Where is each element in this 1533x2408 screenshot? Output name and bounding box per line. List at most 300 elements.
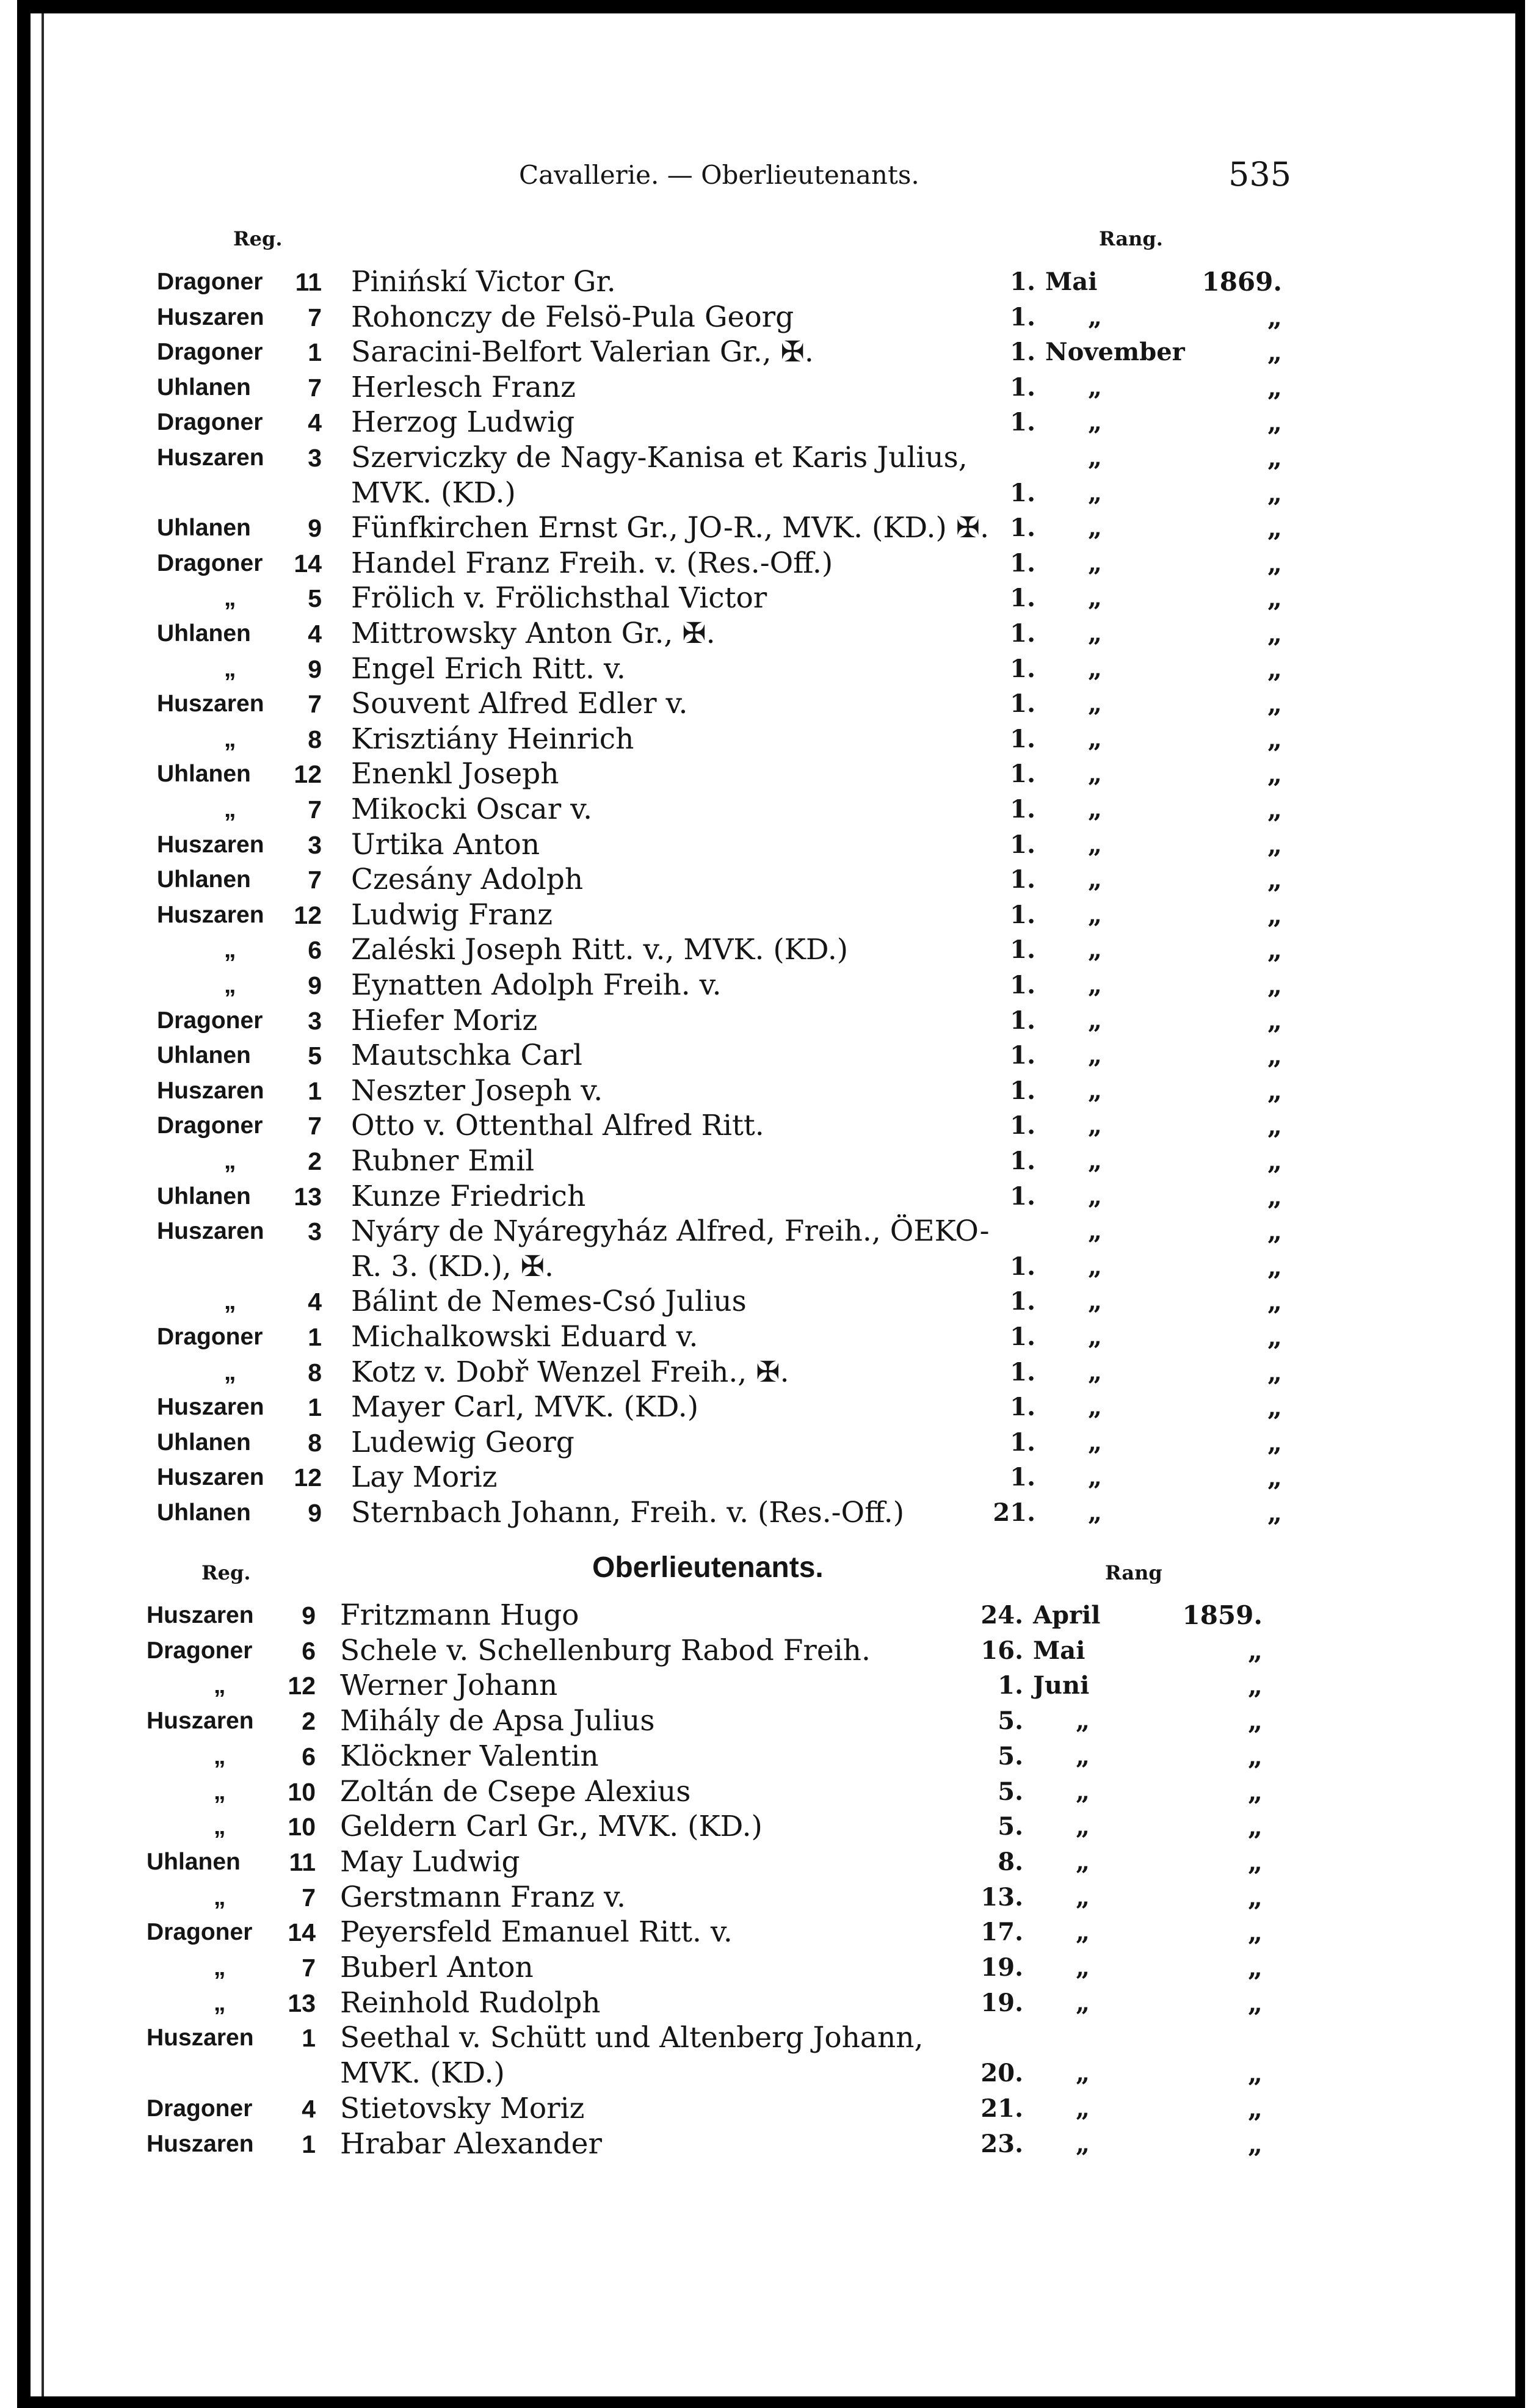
cell-name: Kotz v. Dobř Wenzel Freih., ✠. xyxy=(351,1355,789,1389)
cell-name: Pinińskí Victor Gr. xyxy=(351,265,616,299)
cell-num: 3 xyxy=(308,444,322,472)
cell-day: 1. xyxy=(1010,548,1035,578)
cell-year: „ xyxy=(1267,970,1282,1000)
table-row xyxy=(0,1634,1514,1668)
page-number: 535 xyxy=(1228,155,1292,194)
cell-reg: „ xyxy=(214,1672,226,1699)
cell-num: 1 xyxy=(308,1323,322,1351)
cell-reg: Dragoner xyxy=(157,269,263,295)
cell-year: 1859. xyxy=(1182,1600,1263,1630)
cell-day: 5. xyxy=(998,1741,1023,1771)
cell-year: „ xyxy=(1247,2128,1263,2159)
cell-year: „ xyxy=(1267,759,1282,789)
cell-num: 6 xyxy=(302,1636,316,1665)
table-row xyxy=(0,1810,1514,1844)
cell-reg: Dragoner xyxy=(157,549,263,576)
cell-name: Lay Moriz xyxy=(351,1460,498,1495)
cell-day: 8. xyxy=(998,1847,1023,1876)
cell-year: „ xyxy=(1267,1286,1282,1317)
cell-year: „ xyxy=(1267,1462,1282,1493)
cell-day: 1. xyxy=(1010,267,1035,296)
cell-month: „ xyxy=(1088,1287,1103,1316)
cell-name: Otto v. Ottenthal Alfred Ritt. xyxy=(351,1109,764,1143)
cell-month: „ xyxy=(1076,1953,1090,1982)
cell-month: Mai xyxy=(1045,267,1098,296)
cell-name: Herzog Ludwig xyxy=(351,405,575,440)
cell-num: 7 xyxy=(308,303,322,332)
cell-day: 20. xyxy=(980,2059,1023,2088)
cell-month: „ xyxy=(1076,1777,1090,1806)
cell-name: Stietovsky Moriz xyxy=(340,2091,585,2125)
cell-year: „ xyxy=(1267,407,1282,438)
cell-month: „ xyxy=(1076,1882,1090,1912)
cell-name: Gerstmann Franz v. xyxy=(340,1880,626,1914)
cell-day: 5. xyxy=(998,1812,1023,1841)
cell-month: „ xyxy=(1088,1252,1103,1281)
cell-reg: Uhlanen xyxy=(157,866,251,893)
cell-day: 1. xyxy=(1010,584,1035,613)
cell-day: 1. xyxy=(1010,372,1035,402)
table-row xyxy=(0,581,1514,615)
cell-reg: Uhlanen xyxy=(147,1848,241,1875)
cell-month: „ xyxy=(1088,1041,1103,1070)
cell-year: „ xyxy=(1247,1741,1263,1771)
cell-year: „ xyxy=(1247,1670,1263,1701)
cell-day: 5. xyxy=(998,1706,1023,1736)
table-row xyxy=(0,757,1514,791)
cell-reg: Dragoner xyxy=(157,1324,263,1350)
cell-reg: Huszaren xyxy=(157,691,264,717)
cell-month: „ xyxy=(1088,1181,1103,1211)
cell-day: 24. xyxy=(980,1601,1023,1630)
cell-year: „ xyxy=(1267,653,1282,684)
cell-month: „ xyxy=(1088,689,1103,719)
cell-year: „ xyxy=(1267,1005,1282,1035)
cell-month: „ xyxy=(1088,584,1103,613)
cell-num: 14 xyxy=(294,549,322,578)
cell-day: 16. xyxy=(980,1636,1023,1665)
cell-num: 4 xyxy=(308,620,322,648)
cell-reg: „ xyxy=(224,1148,236,1174)
column-label-reg: Reg. xyxy=(233,227,283,250)
table-row xyxy=(0,828,1514,862)
table-row xyxy=(0,1109,1514,1143)
cell-reg: „ xyxy=(214,1989,226,2016)
cell-name: May Ludwig xyxy=(340,1844,520,1879)
cell-month: Juni xyxy=(1033,1671,1090,1700)
cell-num: 11 xyxy=(289,1848,316,1876)
table-row xyxy=(0,2092,1514,2126)
cell-month: „ xyxy=(1076,1741,1090,1771)
cell-day: 1. xyxy=(1010,1147,1035,1175)
table-row xyxy=(0,1250,1514,1284)
cell-month: „ xyxy=(1088,865,1103,894)
cell-reg: „ xyxy=(224,796,236,822)
table-row xyxy=(0,1004,1514,1038)
cell-day: 1. xyxy=(1010,1463,1035,1492)
table-row xyxy=(0,722,1514,756)
cell-month: „ xyxy=(1088,302,1103,332)
table-row xyxy=(0,617,1514,651)
cell-num: 3 xyxy=(308,830,322,859)
cell-name: Rohonczy de Felsö-Pula Georg xyxy=(351,300,794,334)
cell-num: 7 xyxy=(308,796,322,824)
table-row xyxy=(0,371,1514,405)
column-label-reg-2: Reg. xyxy=(201,1561,251,1584)
cell-num: 3 xyxy=(308,1006,322,1035)
cell-name: Rubner Emil xyxy=(351,1144,535,1178)
table-row xyxy=(0,1180,1514,1214)
table-row xyxy=(0,1355,1514,1390)
cell-name: Nyáry de Nyáregyház Alfred, Freih., ÖEKO- xyxy=(351,1214,990,1249)
cell-month: „ xyxy=(1088,971,1103,999)
cell-year: „ xyxy=(1267,935,1282,965)
cell-year: „ xyxy=(1267,794,1282,824)
cell-day: 1. xyxy=(1010,1357,1035,1387)
cell-year: „ xyxy=(1247,1882,1263,1912)
table-row xyxy=(0,335,1514,369)
cell-month: „ xyxy=(1088,1393,1103,1422)
cell-name: Saracini-Belfort Valerian Gr., ✠. xyxy=(351,335,814,369)
cell-name: Seethal v. Schütt und Altenberg Johann, xyxy=(340,2021,924,2055)
cell-num: 9 xyxy=(308,1499,322,1527)
cell-month: „ xyxy=(1076,1988,1090,2017)
cell-year: „ xyxy=(1267,548,1282,578)
cell-day: 13. xyxy=(980,1882,1023,1912)
cell-day: 1. xyxy=(1010,830,1035,859)
cell-reg: Uhlanen xyxy=(157,1042,251,1069)
cell-month: „ xyxy=(1088,1427,1103,1457)
scan-border-right xyxy=(1515,0,1525,2408)
cell-year: „ xyxy=(1247,1635,1263,1666)
cell-reg: „ xyxy=(214,1884,226,1910)
cell-year: „ xyxy=(1267,1040,1282,1071)
cell-name: Reinhold Rudolph xyxy=(340,1986,601,2020)
cell-day: 1. xyxy=(1010,1041,1035,1070)
table-row xyxy=(0,1704,1514,1738)
table-row xyxy=(0,441,1514,475)
cell-name: Mautschka Carl xyxy=(351,1039,582,1073)
cell-month: „ xyxy=(1088,478,1103,507)
cell-day: 17. xyxy=(980,1918,1023,1947)
cell-day: 21. xyxy=(993,1498,1035,1527)
cell-reg: Huszaren xyxy=(157,831,264,858)
table-row xyxy=(0,792,1514,827)
cell-year: „ xyxy=(1267,1216,1282,1247)
cell-num: 2 xyxy=(308,1147,322,1175)
cell-num: 10 xyxy=(288,1777,316,1806)
cell-day: 23. xyxy=(980,2129,1023,2158)
table-row xyxy=(0,1951,1514,1985)
cell-num: 5 xyxy=(308,584,322,613)
cell-name: Klöckner Valentin xyxy=(340,1739,599,1773)
cell-reg: Uhlanen xyxy=(157,1500,251,1526)
cell-name: R. 3. (KD.), ✠. xyxy=(351,1249,554,1283)
cell-reg: „ xyxy=(214,1813,226,1840)
cell-reg: Huszaren xyxy=(157,1218,264,1245)
table-row xyxy=(0,933,1514,967)
cell-num: 8 xyxy=(308,725,322,753)
cell-name: MVK. (KD.) xyxy=(340,2056,505,2091)
cell-reg: „ xyxy=(214,1954,226,1981)
cell-num: 4 xyxy=(308,408,322,437)
cell-year: „ xyxy=(1247,1987,1263,2018)
cell-day: 19. xyxy=(980,1988,1023,2017)
cell-reg: Huszaren xyxy=(147,1708,254,1735)
cell-month: „ xyxy=(1076,1812,1090,1841)
cell-day: 1. xyxy=(1010,619,1035,648)
cell-day: 1. xyxy=(1010,1427,1035,1457)
cell-day: 1. xyxy=(1010,760,1035,789)
cell-year: „ xyxy=(1267,513,1282,543)
cell-year: „ xyxy=(1267,1075,1282,1106)
cell-name: Ludwig Franz xyxy=(351,898,553,932)
cell-reg: Dragoner xyxy=(157,1007,263,1034)
cell-day: 1. xyxy=(1010,478,1035,507)
cell-month: „ xyxy=(1088,900,1103,929)
cell-month: „ xyxy=(1088,1498,1103,1527)
cell-name: Geldern Carl Gr., MVK. (KD.) xyxy=(340,1810,763,1844)
cell-name: Sternbach Johann, Freih. v. (Res.-Off.) xyxy=(351,1496,905,1529)
cell-name: Ludewig Georg xyxy=(351,1425,574,1459)
table-row xyxy=(0,2021,1514,2055)
cell-reg: Huszaren xyxy=(157,1464,264,1491)
cell-month: „ xyxy=(1088,1006,1103,1035)
cell-year: „ xyxy=(1267,1392,1282,1423)
table-row xyxy=(0,1426,1514,1460)
cell-year: „ xyxy=(1247,1846,1263,1877)
cell-day: 1. xyxy=(1010,1181,1035,1211)
cell-year: „ xyxy=(1267,1322,1282,1352)
section-title: Oberlieutenants. xyxy=(592,1551,824,1584)
cell-month: „ xyxy=(1088,1147,1103,1175)
cell-day: 1. xyxy=(1010,1076,1035,1105)
cell-name: Szerviczky de Nagy-Kanisa et Karis Julius, xyxy=(351,441,968,474)
cell-reg: Dragoner xyxy=(157,409,263,436)
cell-month: „ xyxy=(1088,619,1103,648)
cell-day: 1. xyxy=(1010,654,1035,683)
cell-num: 12 xyxy=(294,901,322,929)
cell-name: Zoltán de Csepe Alexius xyxy=(340,1774,691,1808)
cell-reg: Huszaren xyxy=(147,2130,254,2157)
table-row xyxy=(0,863,1514,897)
cell-num: 13 xyxy=(294,1182,322,1211)
cell-name: Souvent Alfred Edler v. xyxy=(351,687,688,721)
table-row xyxy=(0,652,1514,686)
cell-month: „ xyxy=(1088,724,1103,753)
table-row xyxy=(0,1986,1514,2020)
cell-num: 12 xyxy=(294,760,322,789)
cell-reg: Huszaren xyxy=(147,2025,254,2051)
running-head: Cavallerie. — Oberlieutenants. xyxy=(519,160,919,190)
cell-year: „ xyxy=(1267,1357,1282,1387)
cell-month: „ xyxy=(1088,1217,1103,1246)
cell-reg: Uhlanen xyxy=(157,1183,251,1209)
cell-num: 9 xyxy=(308,655,322,683)
cell-name: Buberl Anton xyxy=(340,1951,534,1984)
cell-year: „ xyxy=(1267,829,1282,860)
scan-border-top xyxy=(17,0,1525,13)
cell-month: „ xyxy=(1088,513,1103,543)
cell-num: 7 xyxy=(308,1112,322,1141)
cell-year: „ xyxy=(1267,443,1282,473)
cell-name: Fünfkirchen Ernst Gr., JO-R., MVK. (KD.) ✠. xyxy=(351,511,990,545)
cell-reg: Huszaren xyxy=(157,444,264,471)
cell-day: 1. xyxy=(1010,1006,1035,1035)
cell-day: 1. xyxy=(1010,795,1035,824)
cell-reg: Uhlanen xyxy=(157,374,251,401)
cell-num: 7 xyxy=(308,373,322,402)
cell-day: 1. xyxy=(1010,1287,1035,1316)
cell-year: „ xyxy=(1267,1498,1282,1528)
cell-day: 1. xyxy=(1010,865,1035,894)
cell-num: 7 xyxy=(308,690,322,719)
cell-day: 1. xyxy=(1010,900,1035,929)
cell-month: „ xyxy=(1076,2094,1090,2123)
cell-month: „ xyxy=(1076,2059,1090,2088)
cell-num: 11 xyxy=(295,268,322,296)
cell-day: 1. xyxy=(1010,338,1035,367)
cell-num: 1 xyxy=(302,2130,316,2158)
cell-day: 1. xyxy=(1010,935,1035,965)
table-row xyxy=(0,898,1514,932)
cell-name: Michalkowski Eduard v. xyxy=(351,1320,698,1354)
cell-num: 9 xyxy=(308,971,322,999)
cell-day: 1. xyxy=(1010,302,1035,332)
table-row xyxy=(0,1496,1514,1530)
cell-name: Mihály de Apsa Julius xyxy=(340,1704,655,1738)
cell-name: Urtika Anton xyxy=(351,827,540,861)
table-row xyxy=(0,1460,1514,1495)
cell-reg: „ xyxy=(224,972,236,998)
cell-month: „ xyxy=(1088,1111,1103,1141)
cell-month: „ xyxy=(1076,2129,1090,2158)
cell-month: „ xyxy=(1088,795,1103,824)
cell-num: 8 xyxy=(308,1428,322,1457)
cell-day: 1. xyxy=(1010,724,1035,753)
cell-year: „ xyxy=(1267,899,1282,930)
cell-reg: Dragoner xyxy=(157,1112,263,1139)
cell-year: „ xyxy=(1267,1146,1282,1176)
cell-num: 6 xyxy=(302,1742,316,1771)
table-row xyxy=(0,1214,1514,1249)
table-row xyxy=(0,1320,1514,1354)
cell-day: 1. xyxy=(1010,1252,1035,1281)
cell-month: „ xyxy=(1088,830,1103,859)
cell-name: Mayer Carl, MVK. (KD.) xyxy=(351,1390,699,1424)
cell-num: 12 xyxy=(294,1463,322,1492)
cell-year: 1869. xyxy=(1201,267,1282,297)
cell-num: 1 xyxy=(308,1076,322,1105)
cell-day: 5. xyxy=(998,1777,1023,1806)
cell-name: Werner Johann xyxy=(340,1669,558,1703)
cell-num: 5 xyxy=(308,1042,322,1070)
cell-num: 14 xyxy=(288,1918,316,1947)
cell-month: „ xyxy=(1088,1322,1103,1351)
cell-year: „ xyxy=(1247,1776,1263,1807)
table-row xyxy=(0,2127,1514,2161)
table-row xyxy=(0,1039,1514,1073)
cell-year: „ xyxy=(1247,1917,1263,1948)
cell-num: 7 xyxy=(308,866,322,894)
cell-day: 1. xyxy=(998,1671,1023,1700)
table-row xyxy=(0,476,1514,510)
cell-year: „ xyxy=(1267,372,1282,402)
cell-num: 9 xyxy=(302,1601,316,1630)
table-row xyxy=(0,1074,1514,1108)
column-label-rang-2: Rang xyxy=(1105,1561,1162,1584)
cell-reg: Dragoner xyxy=(147,2095,253,2122)
cell-name: Krisztiány Heinrich xyxy=(351,722,634,756)
cell-year: „ xyxy=(1267,618,1282,648)
cell-reg: „ xyxy=(224,725,236,752)
cell-month: „ xyxy=(1076,1706,1090,1736)
cell-year: „ xyxy=(1267,1181,1282,1211)
cell-year: „ xyxy=(1267,1427,1282,1457)
cell-month: „ xyxy=(1088,443,1103,472)
cell-month: „ xyxy=(1088,654,1103,683)
cell-reg: Uhlanen xyxy=(157,1429,251,1456)
cell-reg: Dragoner xyxy=(147,1919,253,1946)
cell-year: „ xyxy=(1247,1706,1263,1736)
table-row xyxy=(0,2056,1514,2091)
table-row xyxy=(0,1285,1514,1319)
cell-num: 9 xyxy=(308,514,322,543)
cell-year: „ xyxy=(1267,1111,1282,1141)
cell-reg: Huszaren xyxy=(157,1394,264,1421)
cell-year: „ xyxy=(1267,583,1282,614)
cell-name: Hrabar Alexander xyxy=(340,2127,602,2161)
cell-year: „ xyxy=(1247,2093,1263,2123)
table-row xyxy=(0,1845,1514,1879)
cell-num: 1 xyxy=(302,2024,316,2053)
cell-num: 3 xyxy=(308,1217,322,1246)
cell-month: „ xyxy=(1088,408,1103,437)
cell-month: „ xyxy=(1076,1918,1090,1947)
table-row xyxy=(0,546,1514,581)
cell-day: 21. xyxy=(980,2094,1023,2123)
cell-name: Zaléski Joseph Ritt. v., MVK. (KD.) xyxy=(351,933,849,967)
cell-reg: Uhlanen xyxy=(157,515,251,542)
cell-day: 1. xyxy=(1010,513,1035,543)
cell-reg: Huszaren xyxy=(157,901,264,928)
cell-name: Enenkl Joseph xyxy=(351,757,559,791)
cell-day: 1. xyxy=(1010,1111,1035,1141)
cell-reg: „ xyxy=(224,937,236,963)
column-label-rang: Rang. xyxy=(1099,227,1163,250)
cell-num: 12 xyxy=(288,1672,316,1700)
cell-reg: „ xyxy=(214,1743,226,1769)
cell-num: 1 xyxy=(308,338,322,367)
cell-name: Czesány Adolph xyxy=(351,863,584,897)
cell-num: 13 xyxy=(288,1989,316,2017)
cell-month: „ xyxy=(1088,372,1103,402)
table-row xyxy=(0,1144,1514,1178)
cell-num: 1 xyxy=(308,1393,322,1422)
cell-day: 1. xyxy=(1010,971,1035,999)
cell-name: Kunze Friedrich xyxy=(351,1179,586,1213)
cell-name: Mikocki Oscar v. xyxy=(351,792,593,826)
cell-reg: Uhlanen xyxy=(157,761,251,788)
cell-year: „ xyxy=(1267,302,1282,332)
cell-name: Schele v. Schellenburg Rabod Freih. xyxy=(340,1633,871,1667)
cell-year: „ xyxy=(1247,2058,1263,2089)
cell-month: „ xyxy=(1088,935,1103,965)
cell-reg: „ xyxy=(224,585,236,612)
cell-reg: Huszaren xyxy=(157,1077,264,1104)
cell-num: 6 xyxy=(308,936,322,965)
cell-day: 1. xyxy=(1010,1393,1035,1422)
